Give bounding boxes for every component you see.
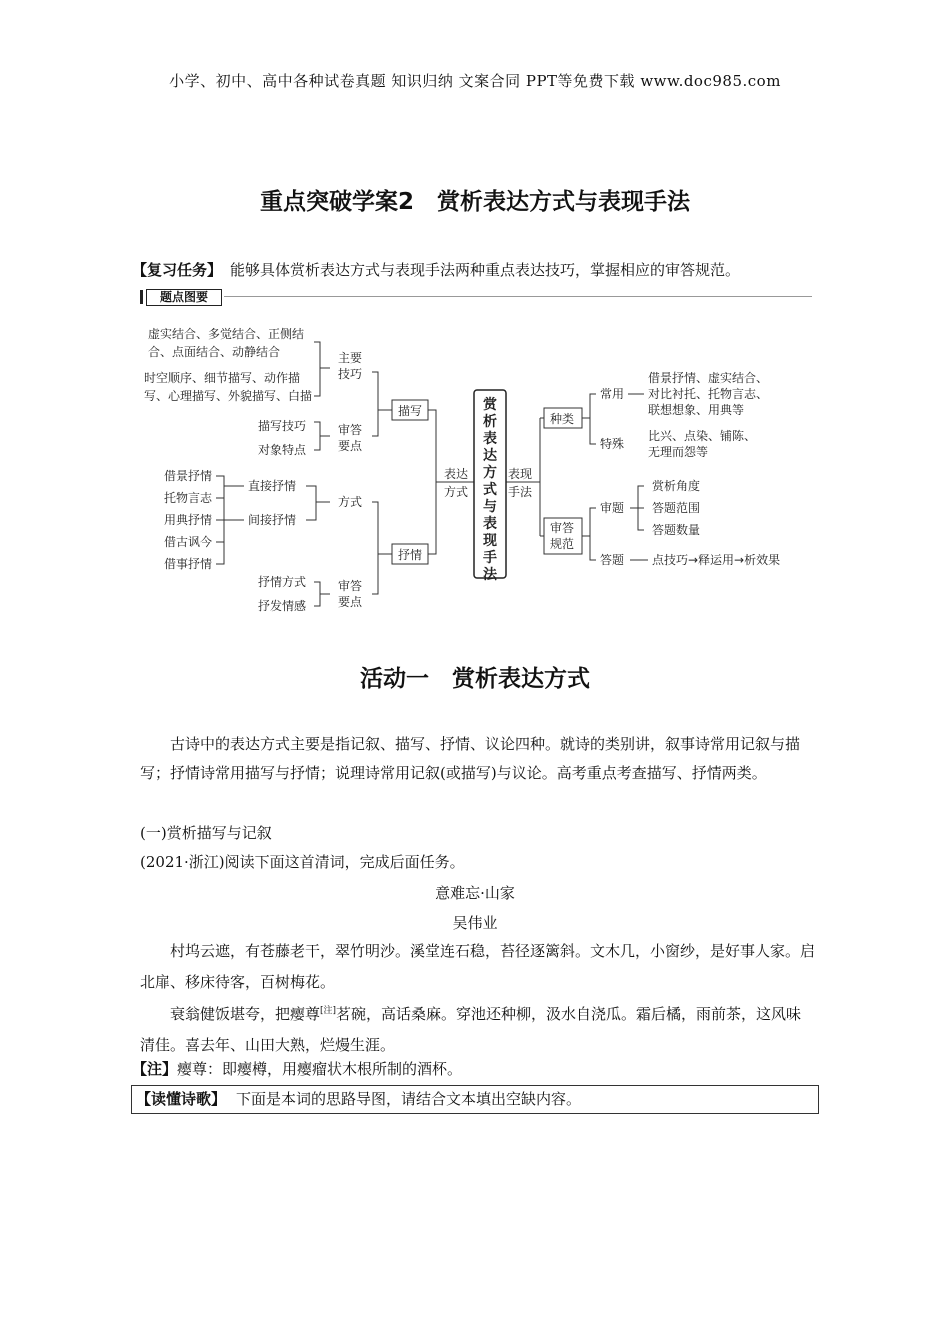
sd-point2-b: 要点: [338, 595, 363, 609]
center-title-char: 达: [483, 448, 497, 464]
common-line-2: 对比衬托、托物言志、: [648, 387, 769, 401]
shuqing-label: 抒情: [398, 548, 423, 562]
center-title-char: 析: [483, 414, 497, 430]
miaoxie-label: 描写: [398, 404, 423, 418]
teshu-label: 特殊: [600, 437, 625, 451]
poem-stanza-2: [140, 996, 816, 1061]
subheading-1: (一)赏析描写与记叙: [140, 824, 272, 842]
center-title-char: 现: [483, 533, 497, 549]
center-title-char: 方: [483, 465, 497, 481]
section-rule: [224, 296, 812, 297]
note-text: 瘿尊：即瘿樽，用瘿瘤状木根所制的酒杯。: [177, 1060, 463, 1078]
shenda-label-2: 规范: [550, 537, 575, 551]
page-header: 小学、初中、高中各种试卷真题 知识归纳 文案合同 PPT等免费下载 www.doc985.com: [169, 72, 781, 90]
section-bar: [140, 290, 812, 304]
mind-map-diagram: [0, 310, 950, 620]
dati-flow: 点技巧→释运用→析效果: [652, 553, 781, 567]
poem-stanza-2a: 衰翁健饭堪夸，把瘿尊: [170, 1005, 321, 1023]
review-task: [132, 259, 740, 280]
center-title-char: 与: [483, 499, 497, 515]
poem-stanza-2b: 茗碗，高话桑麻。穿池还种柳，汲水自浇瓜。霜后橘，雨前茶，这风味清佳。喜去年、山田大熟，烂熳生涯。: [140, 1005, 802, 1054]
skill-text-1a: 虚实结合、多觉结合、正侧结: [148, 327, 305, 341]
sd-point1-a: 审答: [338, 423, 363, 437]
biaoxian-label-1: 表现: [508, 467, 533, 481]
main-skill-label-2: 技巧: [338, 367, 363, 381]
center-title-char: 式: [483, 482, 497, 498]
biaoda-label-2: 方式: [444, 485, 469, 499]
special-line-2: 无理而怨等: [648, 445, 709, 459]
lyric-item-4: 借古讽今: [164, 535, 213, 549]
zhonglei-label: 种类: [550, 412, 575, 426]
footnote-marker: [注]: [320, 1006, 337, 1016]
read-label: 【读懂诗歌】: [136, 1090, 227, 1108]
skill-text-2b: 写、心理描写、外貌描写、白描: [144, 389, 313, 403]
note-label: 【注】: [132, 1060, 178, 1078]
biaoda-label-1: 表达: [444, 467, 469, 481]
indirect-label: 间接抒情: [248, 513, 297, 527]
special-line-1: 比兴、点染、铺陈、: [648, 429, 757, 443]
lyric-item-3: 用典抒情: [164, 513, 213, 527]
section-tag: 题点图要: [146, 289, 222, 306]
center-title-char: 手: [483, 550, 497, 566]
poem-author: 吴伟业: [452, 914, 498, 932]
read-poem-box: [131, 1085, 819, 1114]
review-text: 能够具体赏析表达方式与表现手法两种重点表达技巧，掌握相应的审答规范。: [230, 261, 741, 279]
desc-skill-label: 描写技巧: [258, 419, 307, 433]
sd-point1-b: 要点: [338, 439, 363, 453]
shenda-label-1: 审答: [550, 521, 575, 535]
lyric-item-2: 托物言志: [164, 491, 213, 505]
note-line: [132, 1058, 462, 1079]
sd-point2-a: 审答: [338, 579, 363, 593]
center-title-char: 表: [483, 431, 497, 447]
shenti-item-3: 答题数量: [652, 523, 701, 537]
intro-paragraph: 古诗中的表达方式主要是指记叙、描写、抒情、议论四种。就诗的类别讲，叙事诗常用记叙与描写；抒情诗常用描写与抒情；说理诗常用记叙(或描写)与议论。高考重点考查描写、抒情两类。: [140, 735, 801, 782]
poem-stanza-1: 村坞云遮，有苍藤老干，翠竹明沙。溪堂连石稳，苔径逐篱斜。文木几，小窗纱，是好事人家。启北扉、移床待客，百树梅花。: [140, 942, 816, 991]
shenti-item-1: 赏析角度: [652, 479, 701, 493]
fangshi-label: 方式: [338, 495, 363, 509]
shenti-item-2: 答题范围: [652, 501, 701, 515]
method-label: 抒情方式: [258, 575, 307, 589]
task-line: (2021·浙江)阅读下面这首清词，完成后面任务。: [140, 853, 465, 871]
center-title-char: 表: [483, 516, 497, 532]
read-text: 下面是本词的思路导图，请结合文本填出空缺内容。: [236, 1090, 582, 1108]
common-line-3: 联想想象、用典等: [648, 403, 745, 417]
activity-heading: 活动一 赏析表达方式: [360, 666, 590, 692]
direct-label: 直接抒情: [248, 479, 297, 493]
center-title: [482, 396, 498, 583]
center-title-char: 赏: [483, 397, 497, 413]
dati-label: 答题: [600, 553, 625, 567]
section-mark: [140, 290, 143, 304]
lyric-item-5: 借事抒情: [164, 557, 213, 571]
skill-text-2a: 时空顺序、细节描写、动作描: [144, 371, 301, 385]
page-title: 重点突破学案2 赏析表达方式与表现手法: [259, 189, 690, 215]
review-label: 【复习任务】: [132, 261, 223, 279]
changyong-label: 常用: [600, 387, 625, 401]
common-line-1: 借景抒情、虚实结合、: [648, 371, 769, 385]
center-title-char: 法: [483, 567, 497, 583]
poem-title: 意难忘·山家: [435, 884, 515, 902]
shenti-label: 审题: [600, 501, 625, 515]
emotion-label: 抒发情感: [258, 599, 307, 613]
lyric-item-1: 借景抒情: [164, 469, 213, 483]
main-skill-label-1: 主要: [338, 351, 363, 365]
biaoxian-label-2: 手法: [508, 485, 533, 499]
skill-text-1b: 合、点面结合、动静结合: [148, 345, 281, 359]
obj-point-label: 对象特点: [258, 443, 307, 457]
